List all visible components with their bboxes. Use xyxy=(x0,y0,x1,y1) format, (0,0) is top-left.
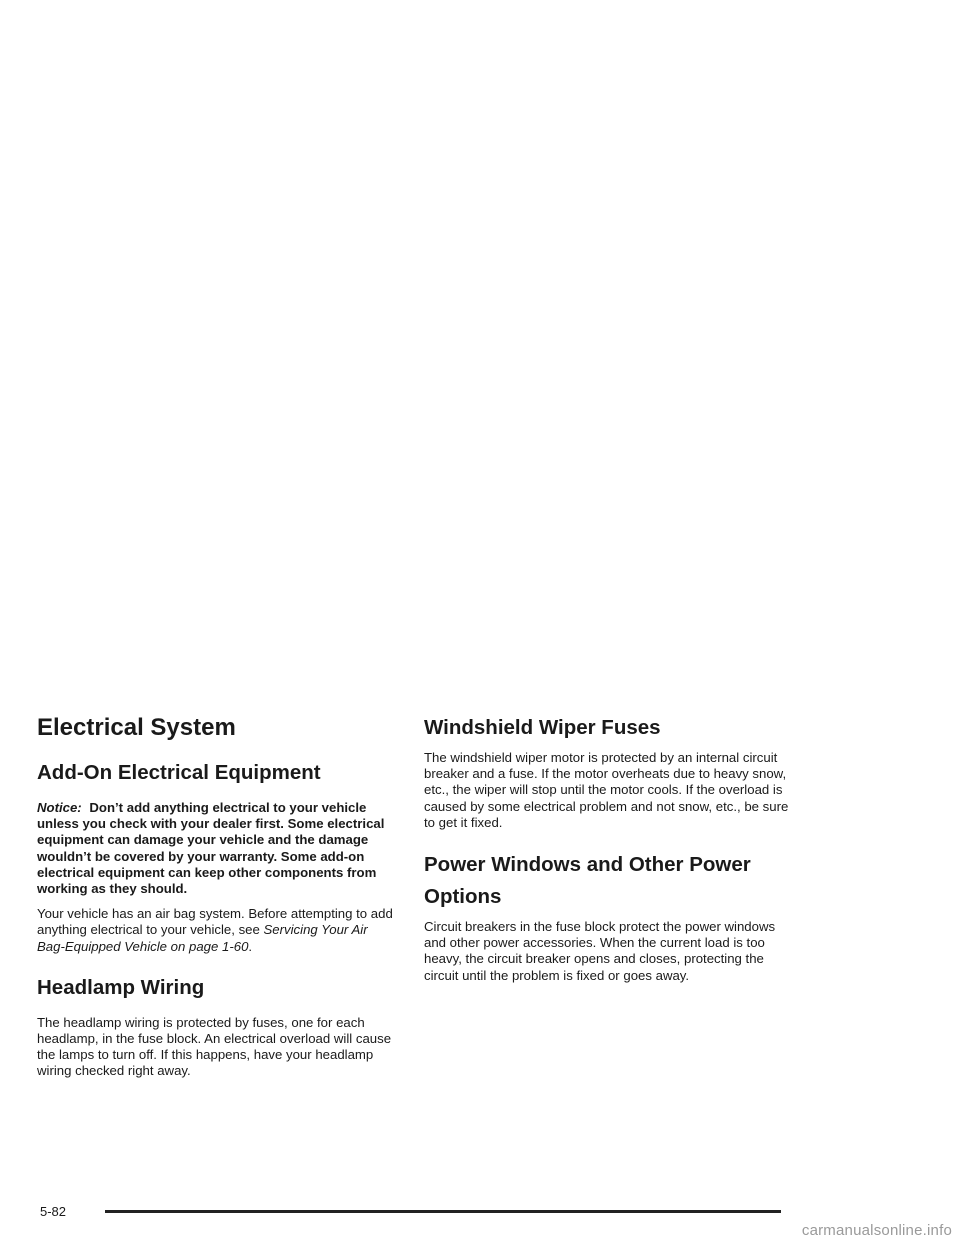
power-windows-heading: Power Windows and Other Power Options xyxy=(424,853,751,909)
left-column xyxy=(37,712,397,1089)
footer-rule xyxy=(105,1210,781,1213)
wiper-fuses-paragraph: The windshield wiper motor is protected by an internal circuit breaker and a fuse. If the motor overheats due to heavy snow, etc., the wiper will stop until the motor cools. If the overload is caused by some electrical problem and not snow, etc., be sure to get it fixed. xyxy=(424,750,789,830)
right-column xyxy=(424,712,794,993)
airbag-xref-end: . xyxy=(248,938,253,954)
wiper-fuses-heading: Windshield Wiper Fuses xyxy=(424,716,661,739)
power-windows-paragraph: Circuit breakers in the fuse block protect the power windows and other power accessories. When the current load is too heavy, the circuit breaker opens and closes, protecting the circuit until the problem is fixed or goes away. xyxy=(424,919,776,983)
airbag-paragraph xyxy=(37,906,397,955)
airbag-body-text: Your vehicle has an air bag system. Before attempting to add anything electrical to your vehicle, see xyxy=(37,906,393,938)
headlamp-wiring-paragraph: The headlamp wiring is protected by fuses, one for each headlamp, in the fuse block. An electrical overload will cause the lamps to turn off. If this happens, have your headlamp wiring checked right away. xyxy=(37,1014,392,1079)
watermark-text: carmanualsonline.info xyxy=(801,1222,952,1239)
headlamp-wiring-heading: Headlamp Wiring xyxy=(37,975,205,999)
notice-label: Notice: xyxy=(37,800,82,815)
section-title: Electrical System xyxy=(37,714,236,741)
notice-paragraph xyxy=(37,800,397,897)
page-number: 5-82 xyxy=(40,1204,67,1219)
airbag-cross-reference: Servicing Your Air Bag-Equipped Vehicle on page 1-60 xyxy=(37,922,368,954)
notice-text: Don’t add anything electrical to your vehicle unless you check with your dealer first. Some electrical equipment can damage your vehicle and the damage wouldn’t be covered by your warranty. Some add-on electrical equipment can keep other components from working as they should. xyxy=(37,800,385,897)
addon-equipment-heading: Add-On Electrical Equipment xyxy=(37,761,321,784)
